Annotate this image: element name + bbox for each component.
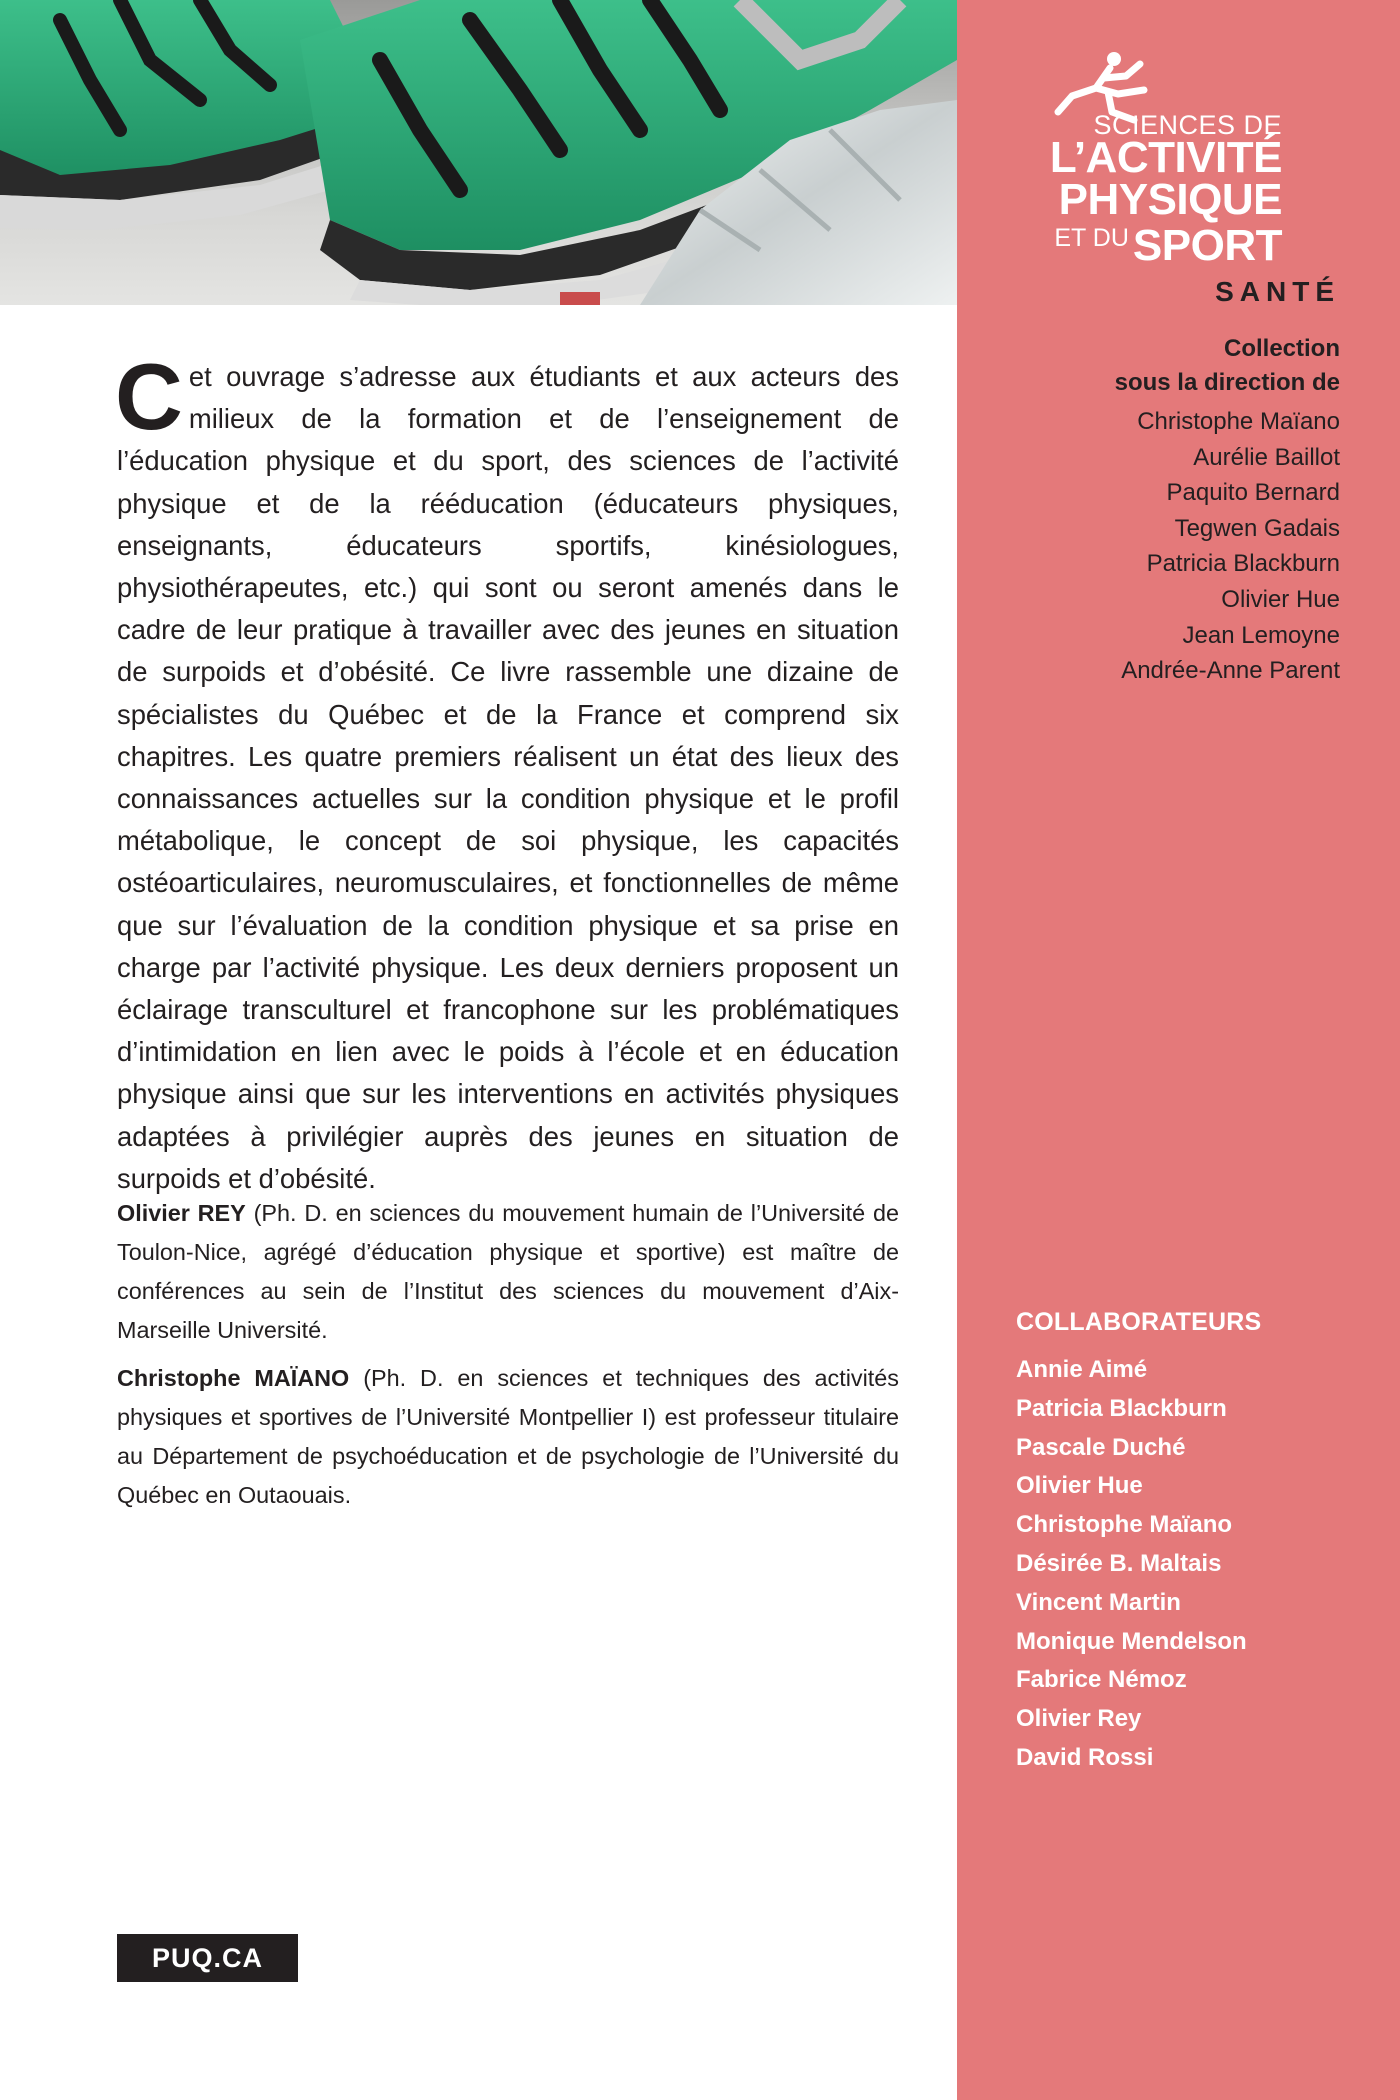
collaborator-name: Olivier Hue [1016, 1472, 1143, 1500]
category-label: SANTÉ [1215, 276, 1340, 307]
collaborator-name: Olivier Rey [1016, 1705, 1142, 1733]
logo-text-line2: L’ACTIVITÉ [1049, 133, 1282, 182]
author-name: Olivier REY [117, 1200, 246, 1226]
director-name: Tegwen Gadais [1174, 514, 1340, 542]
collaborator-name: Pascale Duché [1016, 1433, 1186, 1461]
logo-text-sport: SPORT [1132, 221, 1282, 270]
directors-list [1040, 404, 1340, 689]
collaborator-name: Vincent Martin [1016, 1588, 1181, 1616]
drop-cap: C [115, 344, 183, 449]
logo-text-line4 [1054, 218, 1282, 276]
author-bio-text: (Ph. D. en sciences du mouvement humain de l’Université de Toulon-Nice, agrégé d’éducation physique et sportive) est maître de conférences au sein de l’Institut des sciences du mouvement d’Aix-Marseille Université. [117, 1200, 900, 1343]
collection-heading-line1: Collection [1223, 335, 1340, 362]
author-bio [117, 1359, 899, 1515]
director-name: Olivier Hue [1221, 585, 1340, 613]
sidebar [957, 0, 1400, 2100]
author-bio [117, 1194, 899, 1350]
collaborator-name: Patricia Blackburn [1016, 1394, 1227, 1422]
director-name: Patricia Blackburn [1146, 550, 1340, 578]
director-name: Aurélie Baillot [1193, 443, 1340, 471]
director-name: Paquito Bernard [1166, 479, 1340, 507]
cover-photo [0, 0, 957, 305]
collaborator-name: Annie Aimé [1016, 1356, 1148, 1383]
director-name: Christophe Maïano [1137, 408, 1340, 435]
series-logo [1049, 50, 1302, 270]
collaborator-name: David Rossi [1016, 1743, 1154, 1771]
collaborator-name: Désirée B. Maltais [1016, 1549, 1222, 1577]
collection-heading-line2: sous la direction de [1114, 369, 1340, 396]
director-name: Jean Lemoyne [1182, 621, 1340, 649]
author-name: Christophe MAÏANO [117, 1365, 350, 1391]
publisher-badge: PUQ.CA [117, 1934, 298, 1982]
collaborators-heading: COLLABORATEURS [1016, 1308, 1262, 1336]
author-bio-text: (Ph. D. en sciences et techniques des activités physiques et sportives de l’Université Montpellier I) est professeur titulaire au Département de psychoéducation et de psychologie de l’Université du Québec en Outaouais. [117, 1365, 900, 1508]
book-description [115, 344, 899, 1200]
collaborators-list [1016, 1351, 1247, 1778]
collaborator-name: Fabrice Némoz [1016, 1666, 1187, 1694]
director-name: Andrée-Anne Parent [1121, 657, 1340, 685]
collaborator-name: Monique Mendelson [1016, 1627, 1247, 1655]
logo-text-line1: SCIENCES DE [1093, 110, 1282, 140]
logo-text-line3: PHYSIQUE [1058, 175, 1282, 224]
collaborator-name: Christophe Maïano [1016, 1511, 1233, 1539]
description-text: et ouvrage s’adresse aux étudiants et aux acteurs des milieux de la formation et de l’enseignement de l’éducation physique et du sport, des sciences de l’activité physique et de la rééducation (éducateurs physiques, enseignants, éducateurs sportifs, kinésiologues, physiothérapeutes, etc.) qui sont ou seront amenés dans le cadre de leur pratique à travailler avec des jeunes en situation de surpoids et d’obésité. Ce livre rassemble une dizaine de spécialistes du Québec et de la France et comprend six chapitres. Les quatre premiers réalisent un état des lieux des connaissances actuelles sur la condition physique et le profil métabolique, le concept de soi physique, les capacités ostéoarticulaires, neuromusculaires, et fonctionnelles de même que sur l’évaluation de la condition physique et sa prise en charge par l’activité physique. Les deux derniers proposent un éclairage transculturel et francophone sur les problématiques d’intimidation en lien avec le poids à l’école et en éducation physique ainsi que sur les interventions en activités physiques adaptées à privilégier auprès des jeunes en situation de surpoids et d’obésité. [117, 361, 899, 1194]
running-shoes-and-water-bottle-photo [0, 0, 957, 305]
logo-text-et-du: ET DU [1054, 224, 1129, 252]
collection-heading [1040, 332, 1340, 400]
